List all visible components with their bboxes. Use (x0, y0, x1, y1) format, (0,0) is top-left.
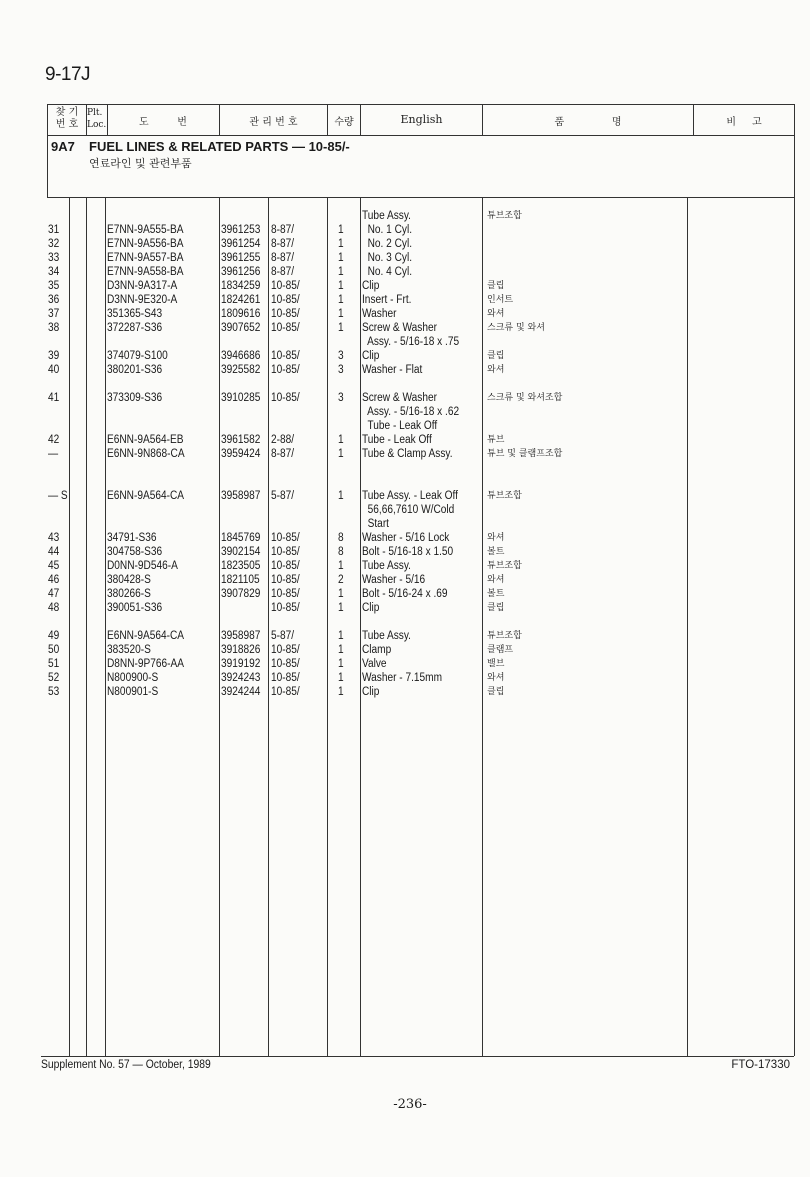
row-quantity: 1 (338, 252, 344, 264)
row-english-name: Tube - Leak Off (362, 420, 438, 432)
row-english-name: Bolt - 5/16-18 x 1.50 (362, 546, 454, 558)
header-drawing-number: 도 번 (139, 117, 187, 128)
header-ref: 찾 기 번 호 (55, 107, 79, 130)
row-english-name: Tube Assy. (362, 210, 411, 222)
row-ref-number: 46 (48, 574, 60, 586)
section-title: FUEL LINES & RELATED PARTS — 10-85/- (89, 139, 350, 154)
row-quantity: 1 (338, 602, 344, 614)
page-number: -236- (393, 1097, 427, 1112)
row-korean-name: 클립 (487, 351, 505, 361)
row-english-name: No. 3 Cyl. (362, 252, 413, 264)
row-korean-name: 튜브 (487, 435, 505, 445)
row-quantity: 3 (338, 350, 344, 362)
row-effective-date: 10-85/ (271, 546, 300, 558)
section-code: 9A7 (51, 139, 75, 154)
row-effective-date: 8-87/ (271, 448, 295, 460)
row-korean-name: 스크류 및 와셔조합 (487, 393, 563, 403)
header-management-number: 관 리 번 호 (249, 117, 298, 128)
row-english-name: Washer - Flat (362, 364, 423, 376)
row-korean-name: 와셔 (487, 575, 505, 585)
row-english-name: Screw & Washer (362, 322, 437, 334)
row-english-name: Assy. - 5/16-18 x .62 (362, 406, 460, 418)
row-effective-date: 10-85/ (271, 294, 300, 306)
row-english-name: Tube Assy. (362, 560, 411, 572)
row-effective-date: 10-85/ (271, 574, 300, 586)
row-quantity: 1 (338, 434, 344, 446)
row-english-name: No. 4 Cyl. (362, 266, 413, 278)
row-korean-name: 튜브조합 (487, 491, 522, 501)
row-ref-number: 31 (48, 224, 60, 236)
row-ref-number: 50 (48, 644, 60, 656)
row-effective-date: 10-85/ (271, 532, 300, 544)
row-effective-date: 8-87/ (271, 266, 295, 278)
row-english-name: Screw & Washer (362, 392, 437, 404)
row-english-name: Clip (362, 686, 380, 698)
row-quantity: 8 (338, 546, 344, 558)
row-quantity: 1 (338, 560, 344, 572)
row-management-number: 3924244 (221, 686, 261, 698)
row-part-number: 351365-S43 (107, 308, 163, 320)
row-quantity: 1 (338, 224, 344, 236)
row-ref-number: 32 (48, 238, 60, 250)
row-english-name: Washer - 5/16 Lock (362, 532, 450, 544)
row-korean-name: 밸브 (487, 659, 505, 669)
row-english-name: Start (362, 518, 390, 530)
row-quantity: 1 (338, 672, 344, 684)
row-ref-number: 42 (48, 434, 60, 446)
row-quantity: 1 (338, 266, 344, 278)
row-ref-number: 53 (48, 686, 60, 698)
row-management-number: 1824261 (221, 294, 261, 306)
row-english-name: Assy. - 5/16-18 x .75 (362, 336, 460, 348)
row-quantity: 1 (338, 322, 344, 334)
row-quantity: 3 (338, 392, 344, 404)
row-management-number: 1834259 (221, 280, 261, 292)
row-english-name: Washer - 5/16 (362, 574, 426, 586)
row-quantity: 1 (338, 658, 344, 670)
row-korean-name: 와셔 (487, 533, 505, 543)
row-management-number: 3961255 (221, 252, 261, 264)
row-ref-number: 36 (48, 294, 60, 306)
row-korean-name: 와셔 (487, 309, 505, 319)
row-effective-date: 10-85/ (271, 350, 300, 362)
row-management-number: 3925582 (221, 364, 261, 376)
row-management-number: 3907652 (221, 322, 261, 334)
row-korean-name: 와셔 (487, 673, 505, 683)
row-effective-date: 10-85/ (271, 280, 300, 292)
row-ref-number: 33 (48, 252, 60, 264)
row-english-name: Clip (362, 602, 380, 614)
row-english-name: Clamp (362, 644, 392, 656)
row-english-name: Washer - 7.15mm (362, 672, 443, 684)
row-korean-name: 볼트 (487, 547, 505, 557)
row-management-number: 1809616 (221, 308, 261, 320)
row-part-number: D8NN-9P766-AA (107, 658, 185, 670)
row-ref-number: 35 (48, 280, 60, 292)
row-part-number: E6NN-9A564-EB (107, 434, 184, 446)
row-effective-date: 2-88/ (271, 434, 295, 446)
row-quantity: 2 (338, 574, 344, 586)
row-quantity: 1 (338, 280, 344, 292)
row-ref-number: 45 (48, 560, 60, 572)
row-quantity: 1 (338, 448, 344, 460)
row-part-number: 383520-S (107, 644, 151, 656)
row-effective-date: 10-85/ (271, 364, 300, 376)
row-english-name: Bolt - 5/16-24 x .69 (362, 588, 448, 600)
row-quantity: 1 (338, 630, 344, 642)
row-english-name: Clip (362, 350, 380, 362)
row-korean-name: 클립 (487, 603, 505, 613)
row-english-name: Tube Assy. - Leak Off (362, 490, 459, 502)
row-english-name: Tube Assy. (362, 630, 411, 642)
row-part-number: E6NN-9A564-CA (107, 490, 185, 502)
row-part-number: D0NN-9D546-A (107, 560, 178, 572)
row-part-number: D3NN-9A317-A (107, 280, 178, 292)
row-part-number: E7NN-9A555-BA (107, 224, 184, 236)
row-part-number: 380428-S (107, 574, 151, 586)
row-effective-date: 10-85/ (271, 308, 300, 320)
row-management-number: 3924243 (221, 672, 261, 684)
row-quantity: 1 (338, 308, 344, 320)
row-quantity: 1 (338, 294, 344, 306)
row-effective-date: 10-85/ (271, 602, 300, 614)
row-ref-number: 41 (48, 392, 60, 404)
row-korean-name: 튜브 및 클램프조합 (487, 449, 563, 459)
row-management-number: 3946686 (221, 350, 261, 362)
row-effective-date: 8-87/ (271, 238, 295, 250)
row-effective-date: 5-87/ (271, 490, 295, 502)
row-effective-date: 10-85/ (271, 658, 300, 670)
row-management-number: 3902154 (221, 546, 261, 558)
row-management-number: 3919192 (221, 658, 261, 670)
row-part-number: 374079-S100 (107, 350, 168, 362)
row-ref-number: 51 (48, 658, 60, 670)
row-korean-name: 튜브조합 (487, 561, 522, 571)
row-ref-number: 48 (48, 602, 60, 614)
header-plant-location: Plt. Loc. (87, 108, 107, 130)
row-korean-name: 튜브조합 (487, 631, 522, 641)
row-effective-date: 10-85/ (271, 644, 300, 656)
row-part-number: E7NN-9A556-BA (107, 238, 184, 250)
row-english-name: No. 1 Cyl. (362, 224, 413, 236)
row-effective-date: 10-85/ (271, 322, 300, 334)
row-quantity: 1 (338, 686, 344, 698)
row-management-number: 3918826 (221, 644, 261, 656)
row-management-number: 3961254 (221, 238, 261, 250)
row-effective-date: 10-85/ (271, 560, 300, 572)
row-ref-number: 47 (48, 588, 60, 600)
row-part-number: 380201-S36 (107, 364, 163, 376)
row-ref-number: 52 (48, 672, 60, 684)
row-korean-name: 튜브조합 (487, 211, 522, 221)
row-quantity: 1 (338, 644, 344, 656)
row-part-number: E7NN-9A558-BA (107, 266, 184, 278)
row-quantity: 3 (338, 364, 344, 376)
page-code: 9-17J (45, 64, 91, 85)
row-korean-name: 인서트 (487, 295, 514, 305)
row-management-number: 3961582 (221, 434, 261, 446)
row-english-name: Valve (362, 658, 387, 670)
row-part-number: 34791-S36 (107, 532, 157, 544)
row-part-number: D3NN-9E320-A (107, 294, 178, 306)
row-quantity: 1 (338, 588, 344, 600)
row-ref-number: 44 (48, 546, 60, 558)
row-ref-number: 39 (48, 350, 60, 362)
row-english-name: Washer (362, 308, 397, 320)
row-english-name: Tube & Clamp Assy. (362, 448, 453, 460)
row-management-number: 3907829 (221, 588, 261, 600)
row-part-number: 390051-S36 (107, 602, 163, 614)
row-effective-date: 10-85/ (271, 392, 300, 404)
document-code: FTO-17330 (731, 1059, 790, 1071)
row-ref-number: 38 (48, 322, 60, 334)
row-english-name: No. 2 Cyl. (362, 238, 413, 250)
row-management-number: 3958987 (221, 490, 261, 502)
row-management-number: 1823505 (221, 560, 261, 572)
row-effective-date: 8-87/ (271, 224, 295, 236)
row-management-number: 3959424 (221, 448, 261, 460)
row-ref-number: 37 (48, 308, 60, 320)
row-part-number: 304758-S36 (107, 546, 163, 558)
row-korean-name: 클립 (487, 281, 505, 291)
section-subtitle: 연료라인 및 관련부품 (89, 157, 192, 170)
row-management-number: 3961253 (221, 224, 261, 236)
row-korean-name: 와셔 (487, 365, 505, 375)
row-part-number: N800900-S (107, 672, 159, 684)
row-effective-date: 10-85/ (271, 686, 300, 698)
row-management-number: 3961256 (221, 266, 261, 278)
header-english: English (400, 113, 443, 126)
row-part-number: E6NN-9N868-CA (107, 448, 185, 460)
row-effective-date: 8-87/ (271, 252, 295, 264)
row-part-number: 380266-S (107, 588, 151, 600)
row-ref-number: — S (48, 490, 68, 502)
row-ref-number: 34 (48, 266, 60, 278)
row-management-number: 1821105 (221, 574, 260, 586)
row-effective-date: 10-85/ (271, 672, 300, 684)
row-korean-name: 볼트 (487, 589, 505, 599)
row-korean-name: 클립 (487, 687, 505, 697)
row-part-number: 373309-S36 (107, 392, 163, 404)
row-korean-name: 스크류 및 와셔 (487, 323, 545, 333)
row-english-name: Clip (362, 280, 380, 292)
row-part-number: E7NN-9A557-BA (107, 252, 184, 264)
row-korean-name: 클램프 (487, 645, 514, 655)
row-effective-date: 10-85/ (271, 588, 300, 600)
row-quantity: 1 (338, 490, 344, 502)
header-korean-name: 품 명 (554, 117, 622, 128)
row-quantity: 8 (338, 532, 344, 544)
row-english-name: Tube - Leak Off (362, 434, 432, 446)
row-english-name: 56,66,7610 W/Cold (362, 504, 455, 516)
row-part-number: E6NN-9A564-CA (107, 630, 185, 642)
row-part-number: N800901-S (107, 686, 159, 698)
row-quantity: 1 (338, 238, 344, 250)
header-quantity: 수량 (334, 117, 354, 128)
row-management-number: 3910285 (221, 392, 261, 404)
row-effective-date: 5-87/ (271, 630, 295, 642)
row-part-number: 372287-S36 (107, 322, 163, 334)
row-ref-number: 43 (48, 532, 60, 544)
supplement-note: Supplement No. 57 — October, 1989 (41, 1059, 211, 1071)
row-ref-number: 49 (48, 630, 60, 642)
row-ref-number: — (48, 448, 59, 460)
row-ref-number: 40 (48, 364, 60, 376)
header-remark: 비 고 (726, 117, 762, 128)
row-english-name: Insert - Frt. (362, 294, 412, 306)
row-management-number: 1845769 (221, 532, 261, 544)
row-management-number: 3958987 (221, 630, 261, 642)
